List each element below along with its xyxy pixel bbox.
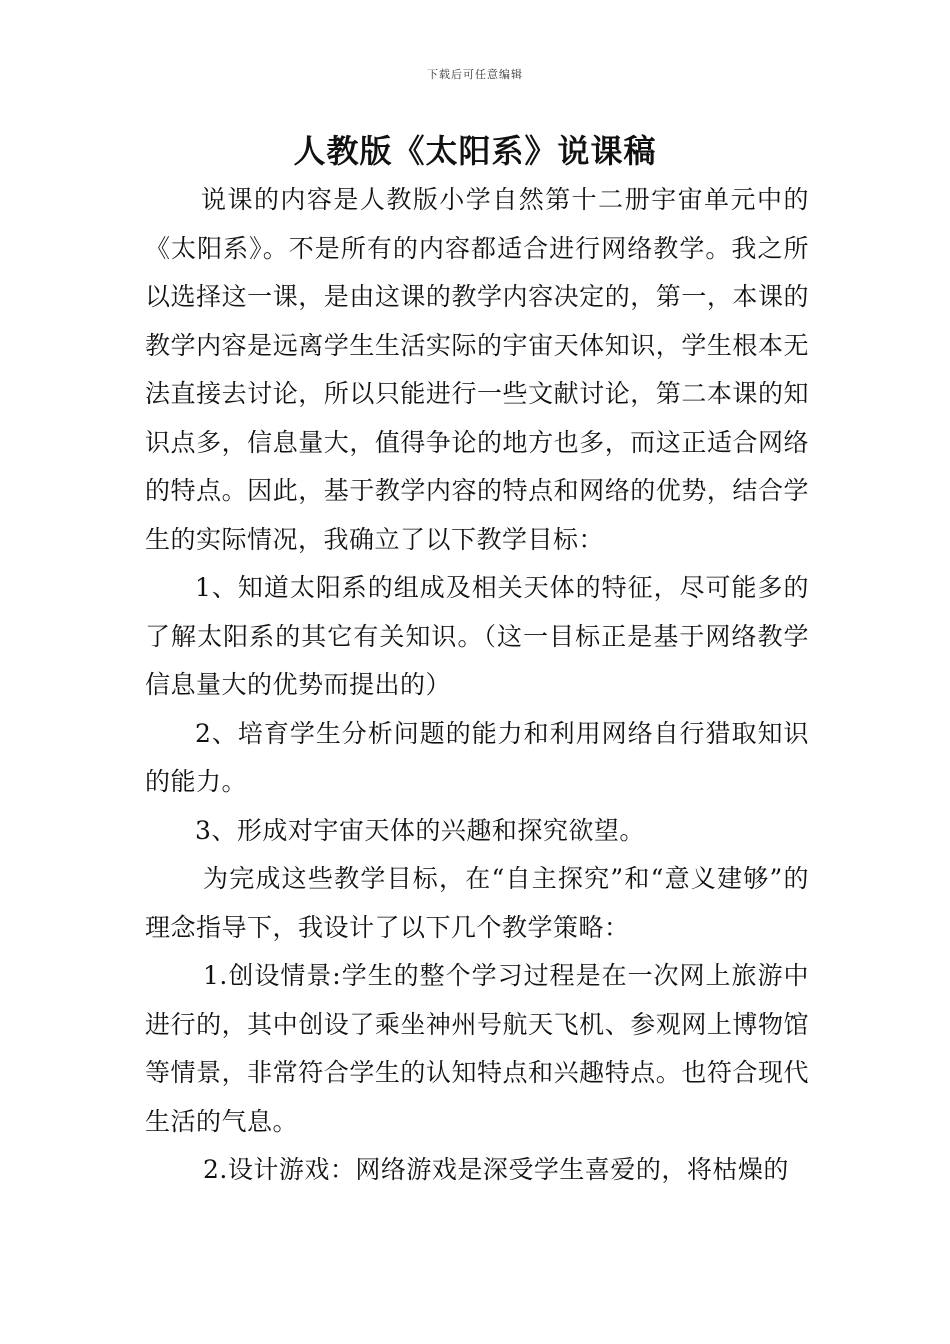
strategy-2: 2.设计游戏：网络游戏是深受学生喜爱的，将枯燥的 (203, 1155, 789, 1184)
header-note: 下载后可任意编辑 (427, 68, 523, 81)
document-title: 人教版《太阳系》说课稿 (293, 132, 657, 170)
objective-2: 2、培育学生分析问题的能力和利用网络自行猎取知识的能力。 (145, 718, 809, 796)
objective-1: 1、知道太阳系的组成及相关天体的特征，尽可能多的了解太阳系的其它有关知识。（这一目标正是基于网络教学信息量大的优势而提出的） (145, 573, 809, 699)
objective-3: 3、形成对宇宙天体的兴趣和探究欲望。 (195, 815, 645, 845)
document-body (145, 176, 809, 1195)
intro-paragraph: 说课的内容是人教版小学自然第十二册宇宙单元中的《太阳系》。不是所有的内容都适合进行网络教学。我之所以选择这一课，是由这课的教学内容决定的，第一，本课的教学内容是远离学生生活实际的宇宙天体知识，学生根本无法直接去讨论，所以只能进行一些文献讨论，第二本课的知识点多，信息量大，值得争论的地方也多，而这正适合网络的特点。因此，基于教学内容的特点和网络的优势，结合学生的实际情况，我确立了以下教学目标： (145, 185, 809, 554)
strategy-1: 1.创设情景:学生的整个学习过程是在一次网上旅游中进行的，其中创设了乘坐神州号航天飞机、参观网上博物馆等情景，非常符合学生的认知特点和兴趣特点。也符合现代生活的气息。 (145, 961, 809, 1136)
strategy-intro-paragraph: 为完成这些教学目标，在“自主探究”和“意义建够”的理念指导下，我设计了以下几个教学策略： (145, 864, 809, 942)
